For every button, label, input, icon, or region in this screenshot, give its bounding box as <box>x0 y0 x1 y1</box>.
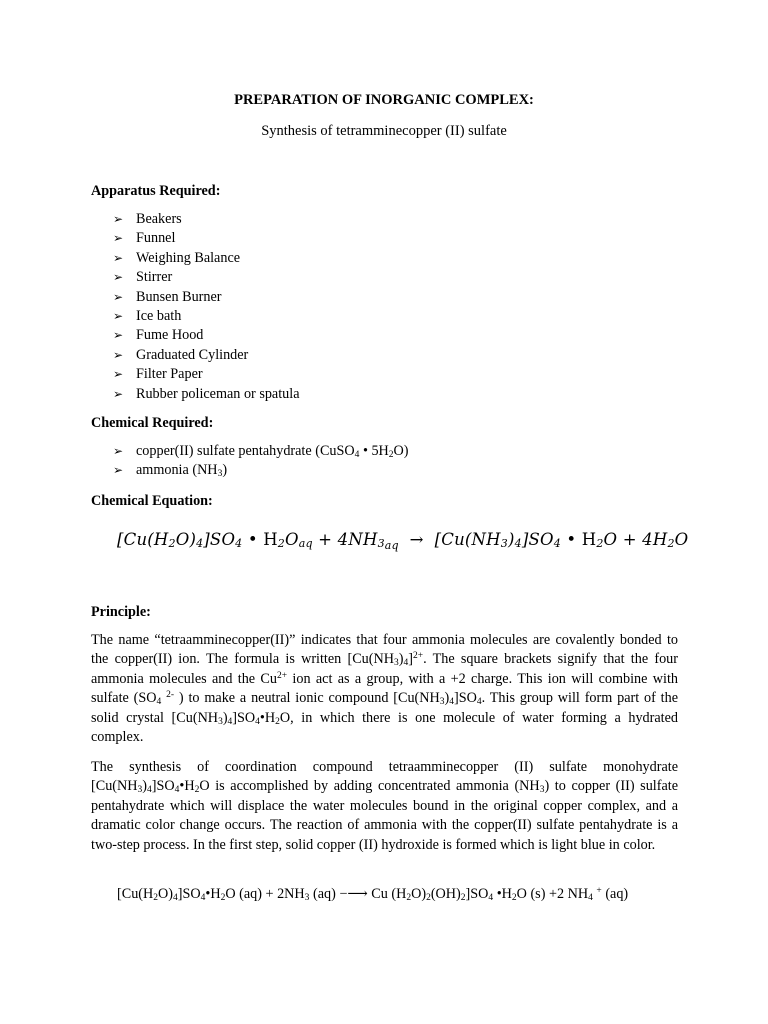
list-item: ➢ Bunsen Burner <box>113 288 300 307</box>
page-title: PREPARATION OF INORGANIC COMPLEX: <box>234 92 534 108</box>
list-item: ➢ Stirrer <box>113 268 300 287</box>
apparatus-list <box>113 210 300 404</box>
list-item: ➢ Filter Paper <box>113 365 300 384</box>
list-item: ➢ copper(II) sulfate pentahydrate (CuSO$_4$ • $5H_2O$) <box>113 443 409 460</box>
page-subtitle: Synthesis of tetramminecopper (II) sulfate <box>261 123 507 139</box>
list-item: ➢ Beakers <box>113 210 300 229</box>
chemicals-list <box>113 442 409 481</box>
arrow-bullet-icon: ➢ <box>113 386 124 401</box>
list-item: ➢ Funnel <box>113 229 300 248</box>
arrow-bullet-icon: ➢ <box>113 463 124 478</box>
chemical-equation: $[Cu(H_2O)_4]SO_4$ • $H_2O_{aq} + 4NH_{3_{aq}} \to [Cu(NH_3)_4]SO_4$ • $H_2O + 4H_2O$ <box>117 530 689 552</box>
arrow-bullet-icon: ➢ <box>113 347 124 362</box>
principle-paragraph-1: The name “tetraamminecopper(II)” indicates that four ammonia molecules are covalently bonded to the copper(II) ion. The formula is written $[Cu(NH_3)_4]^{2+}$. The square brackets signify that the four ammonia molecules and the $Cu^{2+}$ ion act as a group, with a +2 charge. This ion will combine with sulfate ($SO_4$ $^{2-}$ ) to make a neutral ionic compound $[Cu(NH_3)_4]SO_4$. This group will form part of the solid crystal $[Cu(NH_3)_4]SO_4•H_2O$, in which there is one molecule of water forming a hydrated complex. <box>91 632 679 746</box>
list-item: ➢ Fume Hood <box>113 326 300 345</box>
list-item: ➢ ammonia $(NH_3)$ <box>113 462 228 480</box>
arrow-bullet-icon: ➢ <box>113 308 124 323</box>
list-item: ➢ Rubber policeman or spatula <box>113 385 300 404</box>
apparatus-heading: Apparatus Required: <box>91 183 221 199</box>
chemicals-heading: Chemical Required: <box>91 415 214 431</box>
reaction-equation: $[Cu(H_2O)_4]SO_4•H_2O$ $(aq) + 2NH_3$ (aq) −⟶ Cu $(H_2O)_2(OH)_2]SO_4$ $•H_2O$ (s) +2 $NH_4$ + (aq) <box>117 886 629 903</box>
arrow-bullet-icon: ➢ <box>113 289 124 304</box>
list-item: ➢ Weighing Balance <box>113 249 300 268</box>
principle-heading: Principle: <box>91 604 151 620</box>
equation-heading: Chemical Equation: <box>91 493 213 509</box>
arrow-bullet-icon: ➢ <box>113 231 124 246</box>
arrow-bullet-icon: ➢ <box>113 212 124 226</box>
list-item: ➢ Ice bath <box>113 307 300 326</box>
arrow-bullet-icon: ➢ <box>113 250 124 265</box>
list-item: ➢ Graduated Cylinder <box>113 346 300 365</box>
principle-paragraph-2: The synthesis of coordination compound tetraamminecopper (II) sulfate monohydrate $[Cu(NH_3)_4]SO_4•H_2O$ is accomplished by adding concentrated ammonia $(NH_3)$ to copper (II) sulfate pentahydrate which will displace the water molecules bound in the original copper complex, and a dramatic color change occurs. The reaction of ammonia with the copper(II) sulfate pentahydrate is a two-step process. In the first step, solid copper (II) hydroxide is formed which is light blue in color. <box>91 759 679 853</box>
arrow-bullet-icon: ➢ <box>113 367 124 382</box>
arrow-bullet-icon: ➢ <box>113 270 124 285</box>
arrow-bullet-icon: ➢ <box>113 444 124 458</box>
arrow-bullet-icon: ➢ <box>113 328 124 343</box>
